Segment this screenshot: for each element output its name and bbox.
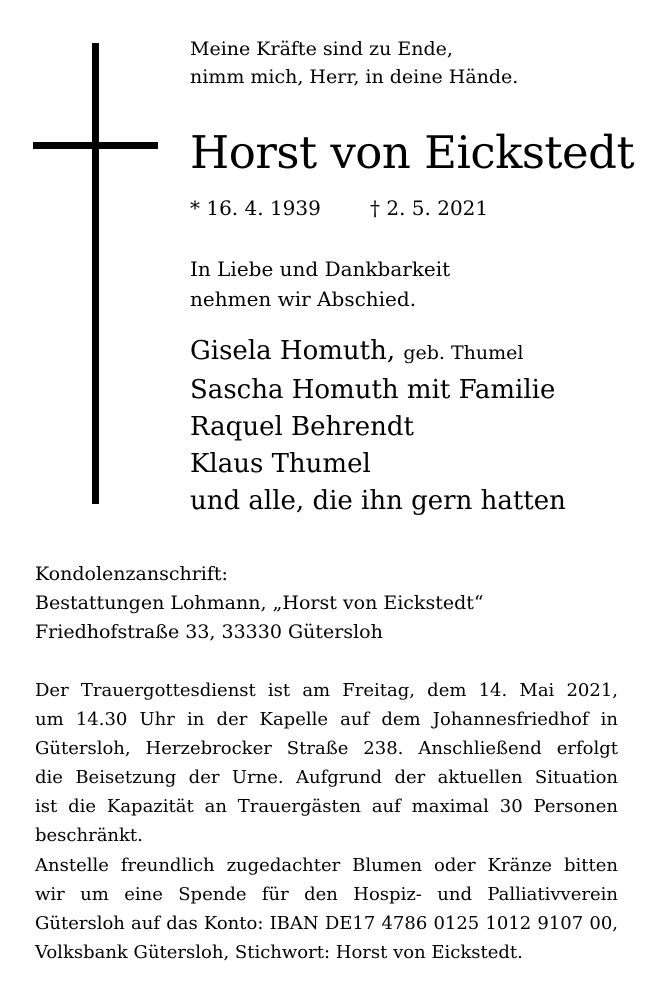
service-line-4: die Beisetzung der Urne. Aufgrund der aktuellen Situation — [35, 767, 618, 788]
motto-line-2: nimm mich, Herr, in deine Hände. — [190, 66, 519, 88]
mourner-2: Sascha Homuth mit Familie — [190, 375, 556, 405]
farewell-line-2: nehmen wir Abschied. — [190, 287, 417, 311]
motto — [190, 35, 518, 91]
deceased-name: Horst von Eickstedt — [190, 126, 635, 179]
donation-line-3: Gütersloh auf das Konto: IBAN DE17 4786 0125 1012 9107 00, — [35, 913, 618, 934]
service-line-5: ist die Kapazität an Trauergästen auf maximal 30 Personen — [35, 796, 618, 817]
service-line-6: beschränkt. — [35, 825, 143, 846]
mourner-1-name: Gisela Homuth, — [190, 336, 396, 366]
death-date: † 2. 5. 2021 — [370, 196, 489, 220]
condolence-line-1: Bestattungen Lohmann, „Horst von Eickstedt“ — [35, 592, 484, 614]
life-dates — [190, 193, 489, 223]
condolence-line-2: Friedhofstraße 33, 33330 Gütersloh — [35, 621, 383, 643]
farewell-line-1: In Liebe und Dankbarkeit — [190, 257, 451, 281]
mourners-list — [190, 333, 566, 520]
farewell-text — [190, 254, 450, 314]
donation-line-2: wir um eine Spende für den Hospiz- und Palliativverein — [35, 884, 618, 905]
mourner-4: Klaus Thumel — [190, 449, 371, 479]
donation-line-1: Anstelle freundlich zugedachter Blumen oder Kränze bitten — [35, 855, 618, 876]
service-line-1: Der Trauergottesdienst ist am Freitag, dem 14. Mai 2021, — [35, 680, 618, 701]
service-line-2: um 14.30 Uhr in der Kapelle auf dem Johannesfriedhof in — [35, 709, 618, 730]
mourner-5: und alle, die ihn gern hatten — [190, 486, 566, 516]
birth-date: * 16. 4. 1939 — [190, 196, 321, 220]
donation-info — [35, 851, 618, 967]
motto-line-1: Meine Kräfte sind zu Ende, — [190, 38, 453, 60]
mourner-1-note: geb. Thumel — [403, 342, 524, 364]
cross-icon-vertical — [92, 43, 99, 504]
condolence-heading: Kondolenzanschrift: — [35, 563, 228, 585]
donation-line-4: Volksbank Gütersloh, Stichwort: Horst von Eickstedt. — [35, 942, 523, 963]
service-line-3: Gütersloh, Herzebrocker Straße 238. Anschließend erfolgt — [35, 738, 618, 759]
mourner-3: Raquel Behrendt — [190, 412, 414, 442]
condolence-address — [35, 560, 618, 647]
service-info — [35, 676, 618, 850]
mourner-1 — [190, 333, 566, 372]
cross-icon-horizontal — [33, 142, 158, 149]
